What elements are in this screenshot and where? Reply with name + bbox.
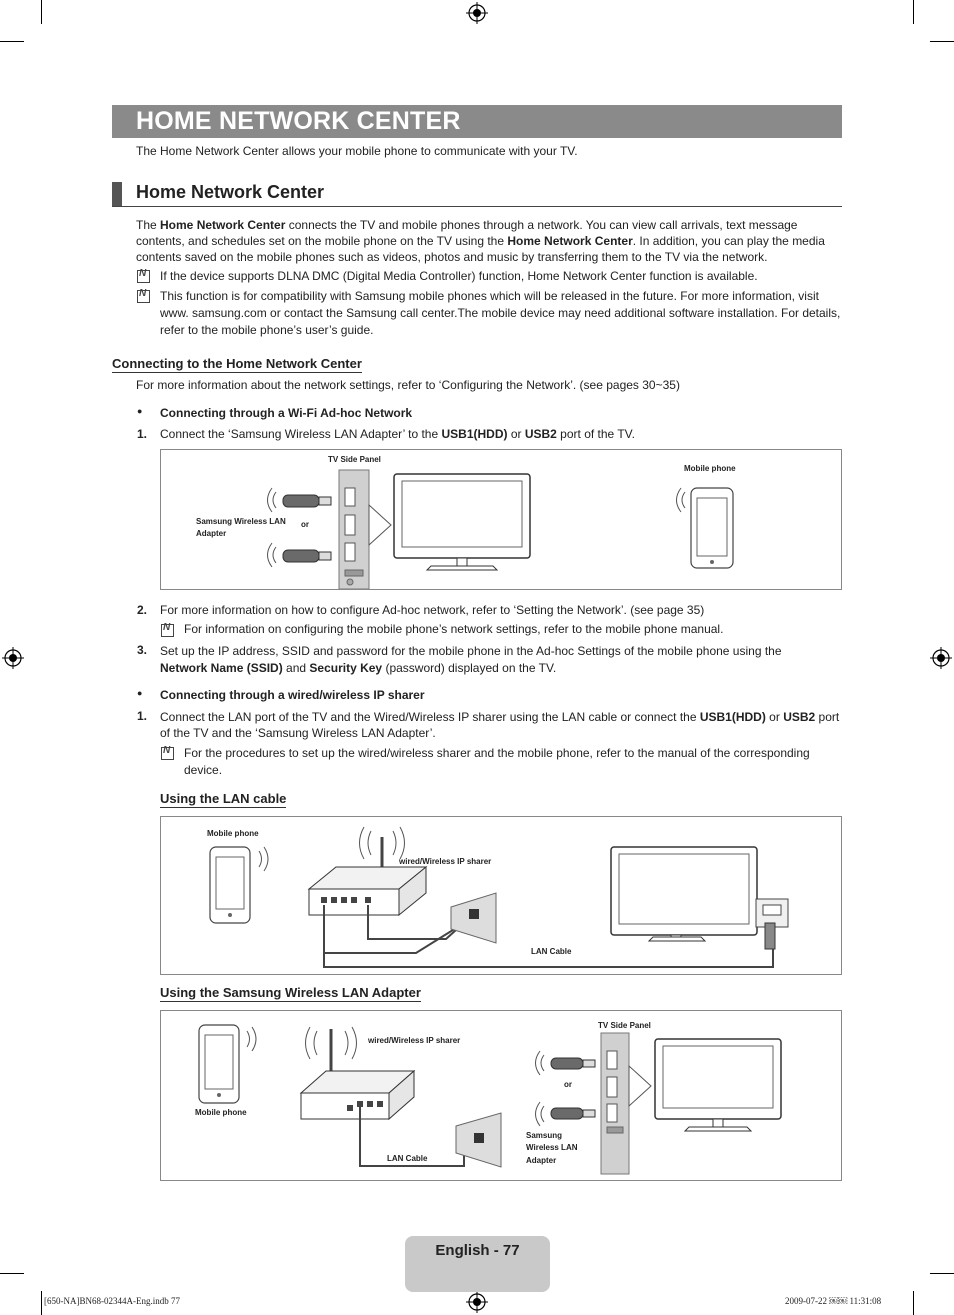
- label-sharer: wired/Wireless IP sharer: [399, 857, 492, 866]
- label-lan-cable: LAN Cable: [531, 947, 572, 956]
- crop-mark: [0, 1273, 24, 1274]
- step-text: Connect the ‘Samsung Wireless LAN Adapter’ to the USB1(HDD) or USB2 port of the TV.: [160, 427, 635, 441]
- bullet-heading: Connecting through a wired/wireless IP sharer: [160, 688, 425, 702]
- registration-mark-icon: [2, 647, 24, 669]
- crop-mark: [913, 1291, 914, 1315]
- section-marker: [112, 182, 122, 206]
- label-mobile-phone: Mobile phone: [195, 1108, 247, 1117]
- label-tv-side-panel: TV Side Panel: [328, 455, 381, 464]
- label-adapter: Samsung: [526, 1131, 563, 1140]
- section-divider: [112, 206, 842, 207]
- figure-wireless-adapter: [160, 1010, 842, 1181]
- figure-adhoc: [160, 449, 842, 590]
- footer-timestamp: 2009-07-22 ￼￼ 11:31:08: [785, 1296, 882, 1306]
- note-text: For the procedures to set up the wired/wireless sharer and the mobile phone, refer to the manual of the corresponding device.: [184, 746, 810, 777]
- registration-mark-icon: [466, 2, 488, 24]
- crop-mark: [0, 41, 24, 42]
- lan-diagram: [161, 817, 841, 974]
- connecting-intro: For more information about the network settings, refer to ‘Configuring the Network’. (see pages 30~35): [136, 378, 680, 392]
- registration-mark-icon: [930, 647, 952, 669]
- connecting-heading: Connecting to the Home Network Center: [112, 356, 362, 371]
- label-mobile-phone: Mobile phone: [684, 464, 736, 473]
- note-icon: [161, 624, 174, 637]
- crop-mark: [913, 0, 914, 24]
- body-paragraph: The Home Network Center connects the TV and mobile phones through a network. You can view call arrivals, text message contents, and schedules set on the mobile phone on the TV using the Home Network Center. In addition, you can play the media contents saved on the mobile phones such as videos, photos and music by transferring them to the TV via the network.: [136, 218, 825, 264]
- crop-mark: [41, 1291, 42, 1315]
- step-number: 1.: [137, 709, 148, 723]
- section-title: Home Network Center: [136, 182, 325, 202]
- label-adapter: Adapter: [196, 529, 227, 538]
- crop-mark: [930, 41, 954, 42]
- step-text: For more information on how to configure Ad-hoc network, refer to ‘Setting the Network’. (see page 35): [160, 603, 705, 617]
- lan-heading: Using the LAN cable: [160, 791, 287, 806]
- label-adapter: Wireless LAN: [526, 1143, 578, 1152]
- crop-mark: [41, 0, 42, 24]
- note-text: If the device supports DLNA DMC (Digital Media Controller) function, Home Network Center function is available.: [160, 269, 758, 283]
- label-or: or: [301, 520, 309, 529]
- crop-mark: [930, 1273, 954, 1274]
- step-number: 1.: [137, 427, 148, 441]
- step-number: 2.: [137, 603, 148, 617]
- adapter-heading: Using the Samsung Wireless LAN Adapter: [160, 985, 421, 1000]
- note-icon: [161, 747, 174, 760]
- label-tv-side-panel: TV Side Panel: [598, 1021, 651, 1030]
- label-sharer: wired/Wireless IP sharer: [368, 1036, 461, 1045]
- step-number: 3.: [137, 643, 148, 657]
- figure-lan-cable: [160, 816, 842, 975]
- registration-mark-icon: [466, 1291, 488, 1313]
- note-text: For information on configuring the mobile phone’s network settings, refer to the mobile phone manual.: [184, 622, 724, 636]
- bullet-heading: Connecting through a Wi-Fi Ad-hoc Network: [160, 406, 413, 420]
- label-or: or: [564, 1080, 572, 1089]
- footer-file-info: [650-NA]BN68-02344A-Eng.indb 77: [44, 1296, 180, 1306]
- label-mobile-phone: Mobile phone: [207, 829, 259, 838]
- page-title: HOME NETWORK CENTER: [136, 107, 461, 135]
- note-text: This function is for compatibility with Samsung mobile phones which will be released in the future. For more information, visit www. samsung.com or contact the Samsung call center.The mobile device may need additional software installation. For details, refer to the mobile phone’s user’s guide.: [160, 289, 841, 337]
- label-adapter: Samsung Wireless LAN: [196, 517, 286, 526]
- intro-text: The Home Network Center allows your mobile phone to communicate with your TV.: [136, 144, 578, 158]
- step-text: Set up the IP address, SSID and password for the mobile phone in the Ad-hoc Settings of the mobile phone using the Network Name (SSID) and Security Key (password) displayed on the TV.: [160, 644, 782, 675]
- bullet-icon: ●: [137, 406, 143, 416]
- adapter-diagram: [161, 1011, 841, 1180]
- page-number: English - 77: [435, 1242, 520, 1259]
- note-icon: [137, 290, 150, 303]
- bullet-icon: ●: [137, 688, 143, 698]
- label-lan-cable: LAN Cable: [387, 1154, 428, 1163]
- note-icon: [137, 270, 150, 283]
- label-adapter: Adapter: [526, 1156, 557, 1165]
- step-text: Connect the LAN port of the TV and the Wired/Wireless IP sharer using the LAN cable or connect the USB1(HDD) or USB2 port of the TV and the ‘Samsung Wireless LAN Adapter’.: [160, 710, 840, 740]
